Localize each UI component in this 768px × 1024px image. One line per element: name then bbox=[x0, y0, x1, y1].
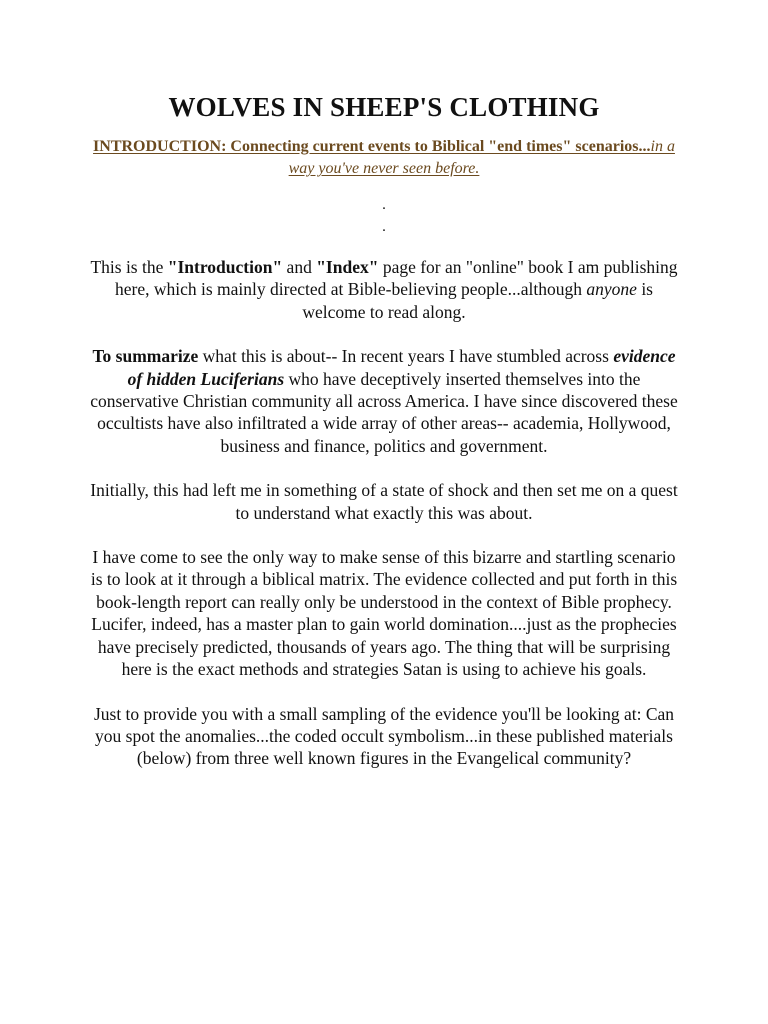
separator-dot: . bbox=[382, 219, 386, 235]
summary-paragraph bbox=[86, 345, 682, 457]
shock-paragraph: Initially, this had left me in something of a state of shock and then set me on a quest to understand what exactly this was about. bbox=[90, 480, 678, 523]
subtitle-link[interactable] bbox=[86, 136, 682, 180]
intro-bold-index: "Index" bbox=[316, 257, 379, 277]
intro-paragraph bbox=[86, 256, 682, 323]
subtitle-italic[interactable]: in a way you've never seen before. bbox=[288, 138, 675, 177]
summary-text: what this is about-- In recent years I have stumbled across bbox=[198, 346, 614, 367]
intro-text: This is the bbox=[90, 257, 168, 277]
subtitle-prefix[interactable]: INTRODUCTION: Connecting current events to Biblical "end times" scenarios... bbox=[93, 138, 651, 155]
separator-dot: . bbox=[382, 197, 386, 213]
page-title: WOLVES IN SHEEP'S CLOTHING bbox=[168, 92, 600, 122]
sampling-paragraph: Just to provide you with a small sampling of the evidence you'll be looking at: Can you spot the anomalies...the coded occult symbolism...in these published materials (below) from three well known figures in the Evangelical community? bbox=[93, 703, 675, 769]
separator-dots bbox=[86, 194, 682, 238]
intro-text: page for an "online" book I am publishing here, which is mainly directed at Bible-believing people...although bbox=[115, 257, 678, 300]
intro-bold-introduction: "Introduction" bbox=[167, 257, 283, 277]
matrix-paragraph: I have come to see the only way to make sense of this bizarre and startling scenario is to look at it through a biblical matrix. The evidence collected and put forth in this book-length report can really only be understood in the context of Bible prophecy. Lucifer, indeed, has a master plan to gain world domination....just as the prophecies have precisely predicted, thousands of years ago. The thing that will be surprising here is the exact methods and strategies Satan is using to achieve his goals. bbox=[90, 547, 678, 680]
summary-text: who have deceptively inserted themselves into the conservative Christian community all across America. I have since discovered these occultists have also infiltrated a wide array of other areas-- academia, Hollywood, business and finance, politics and government. bbox=[90, 368, 678, 456]
summary-bold-italic-evidence: evidence of hidden Luciferians bbox=[127, 346, 676, 389]
intro-text: is welcome to read along. bbox=[302, 279, 653, 322]
intro-italic-anyone: anyone bbox=[586, 279, 637, 300]
summary-bold-lead: To summarize bbox=[92, 346, 199, 367]
intro-text: and bbox=[282, 257, 317, 277]
